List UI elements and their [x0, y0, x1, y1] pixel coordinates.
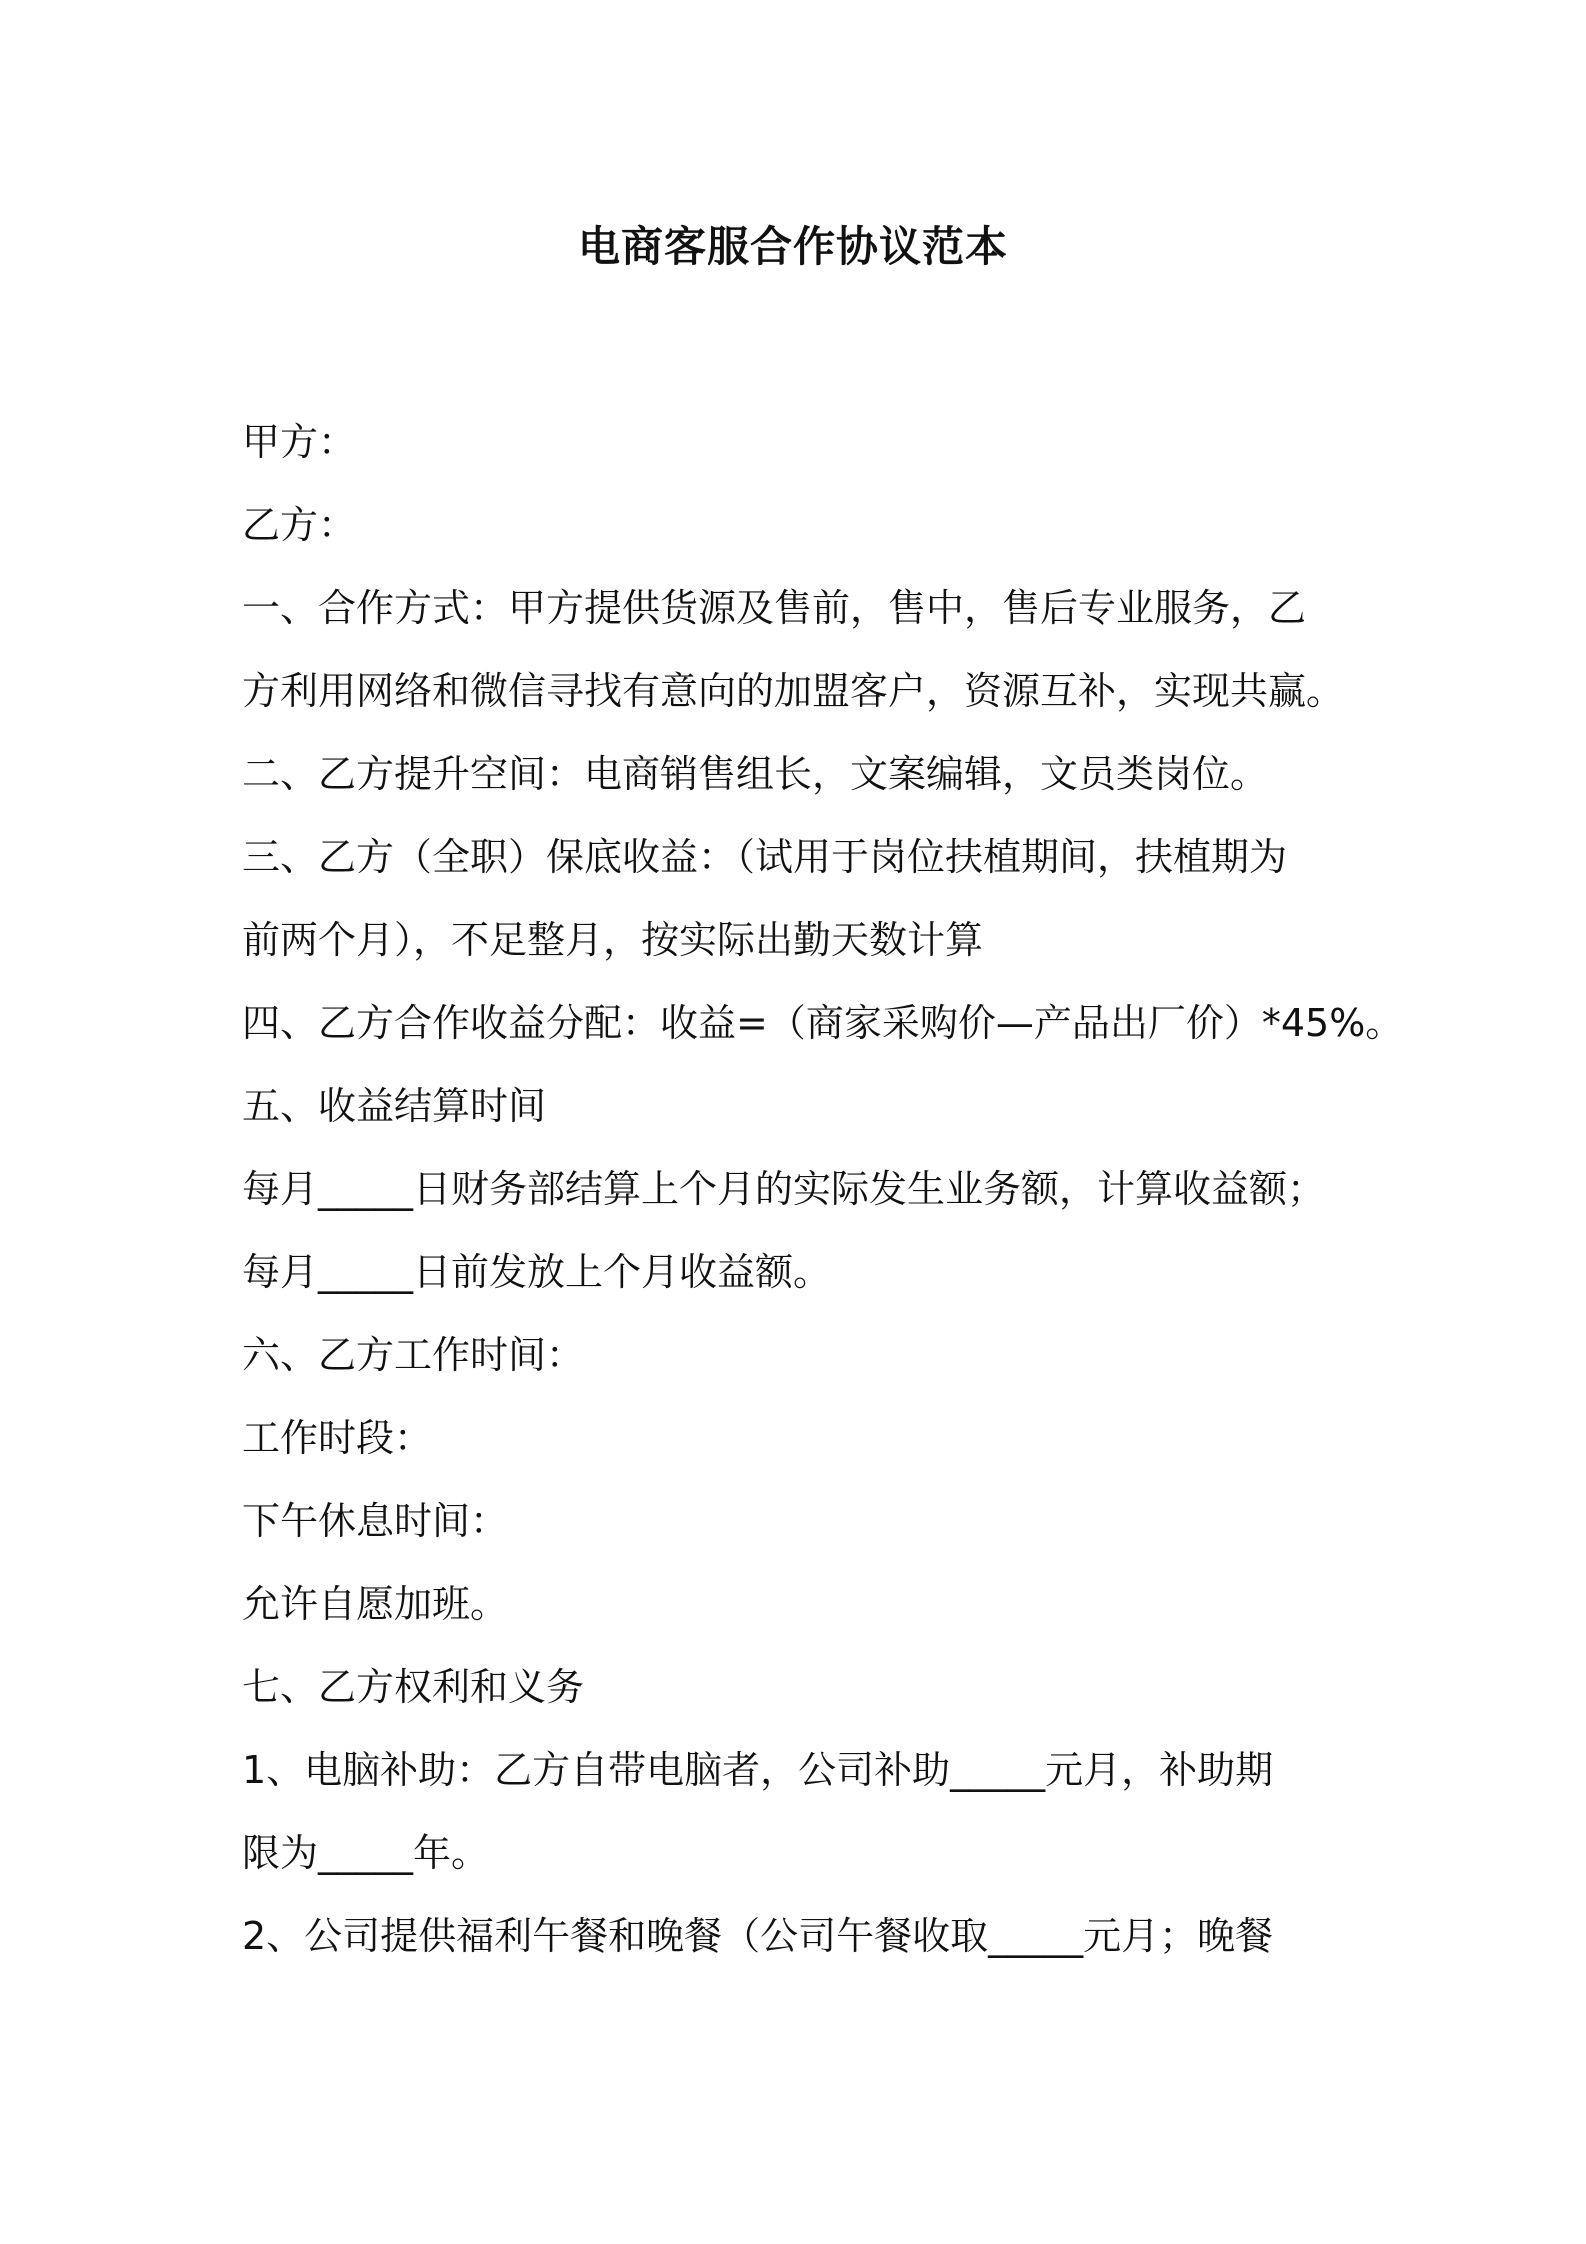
- overtime-line: 允许自愿加班。: [242, 1582, 509, 1626]
- party-a-line: 甲方：: [242, 420, 357, 464]
- payment-day-line: 每月_____日前发放上个月收益额。: [242, 1250, 832, 1294]
- afternoon-break-line: 下午休息时间：: [242, 1499, 509, 1543]
- promotion-space-line: 二、乙方提升空间：电商销售组长，文案编辑，文员类岗位。: [242, 752, 1269, 796]
- cooperation-mode-line-2: 方利用网络和微信寻找有意向的加盟客户，资源互补，实现共赢。: [242, 669, 1345, 713]
- working-time-heading: 六、乙方工作时间：: [242, 1333, 585, 1377]
- rights-duties-heading: 七、乙方权利和义务: [242, 1665, 585, 1709]
- party-b-line: 乙方：: [242, 503, 357, 547]
- computer-subsidy-line-2: 限为_____年。: [242, 1831, 490, 1875]
- document-body: [242, 401, 1404, 1978]
- working-hours-line: 工作时段：: [242, 1416, 433, 1460]
- settlement-heading: 五、收益结算时间: [242, 1084, 547, 1128]
- settlement-day-line: 每月_____日财务部结算上个月的实际发生业务额，计算收益额；: [242, 1167, 1326, 1211]
- document-title: 电商客服合作协议范本: [577, 222, 1008, 271]
- guaranteed-income-line-1: 三、乙方（全职）保底收益：（试用于岗位扶植期间，扶植期为: [242, 835, 1288, 879]
- guaranteed-income-line-2: 前两个月），不足整月，按实际出勤天数计算: [242, 918, 984, 962]
- meal-benefit-line: 2、公司提供福利午餐和晚餐（公司午餐收取_____元月；晚餐: [242, 1914, 1274, 1958]
- computer-subsidy-line-1: 1、电脑补助：乙方自带电脑者，公司补助_____元月，补助期: [242, 1748, 1274, 1792]
- cooperation-mode-line-1: 一、合作方式：甲方提供货源及售前，售中，售后专业服务，乙: [242, 586, 1307, 630]
- income-distribution-line: 四、乙方合作收益分配：收益=（商家采购价—产品出厂价）*45%。: [242, 1001, 1404, 1045]
